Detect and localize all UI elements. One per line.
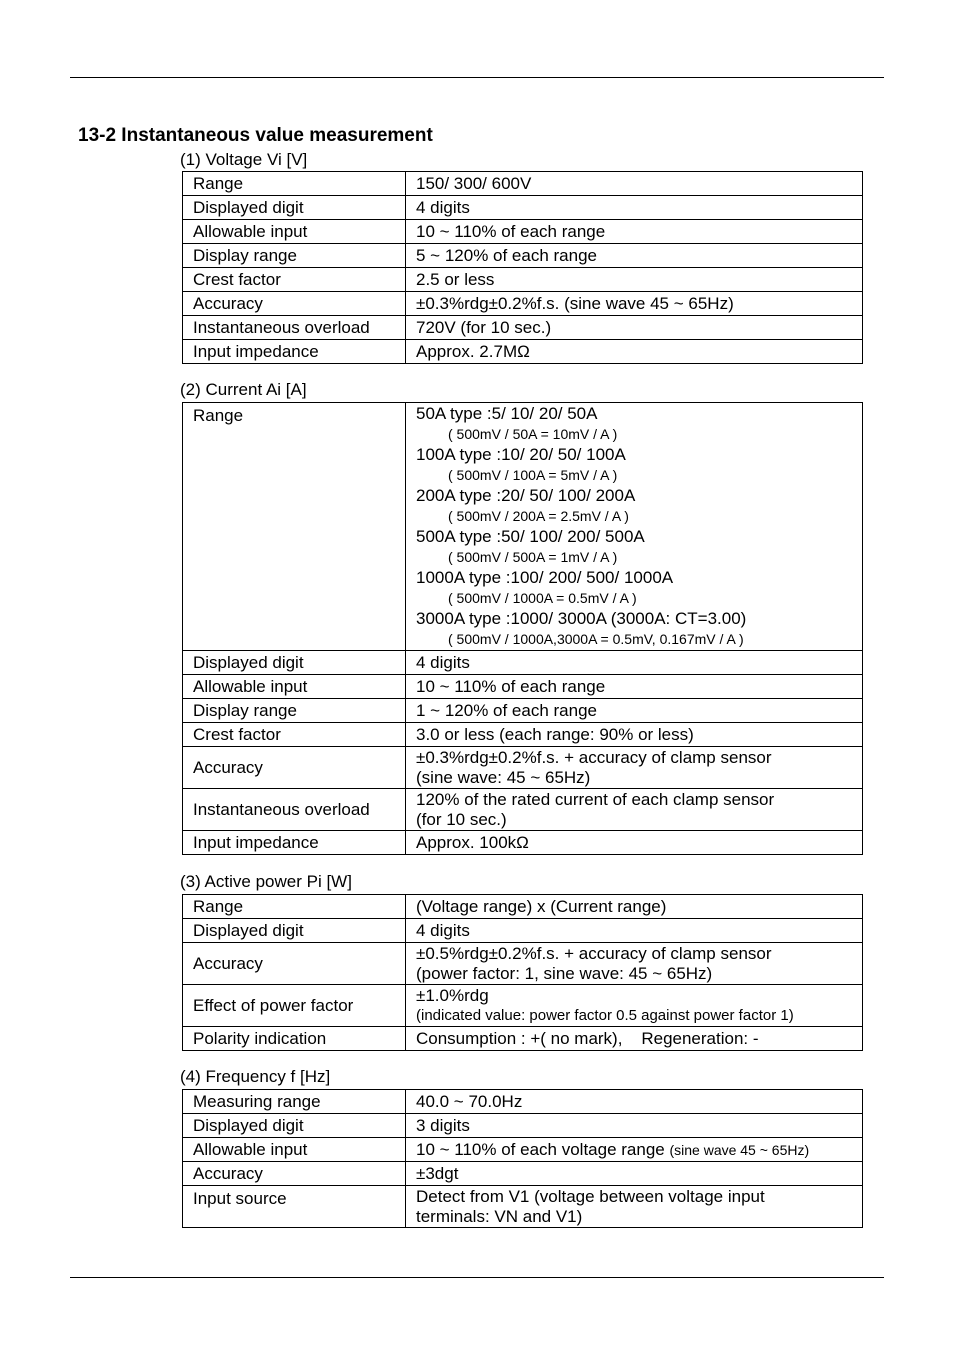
range-note: ( 500mV / 50A = 10mV / A ) (448, 426, 618, 442)
row-value-line: 120% of the rated current of each clamp sensor (416, 789, 775, 809)
table-row (183, 723, 863, 747)
row-label: Displayed digit (183, 1114, 406, 1138)
row-value-line: Detect from V1 (voltage between voltage input (416, 1186, 765, 1206)
row-value: 3.0 or less (each range: 90% or less) (406, 723, 863, 747)
row-label: Allowable input (183, 1138, 406, 1162)
row-label: Accuracy (183, 747, 406, 789)
table-row (183, 1090, 863, 1114)
table-row (183, 1162, 863, 1186)
voltage-caption: (1) Voltage Vi [V] (180, 150, 308, 169)
range-note: ( 500mV / 1000A,3000A = 0.5mV, 0.167mV / A ) (448, 631, 744, 647)
row-value: 10 ~ 110% of each range (406, 675, 863, 699)
table-row (183, 403, 863, 651)
table-row (183, 919, 863, 943)
row-label: Input source (183, 1186, 406, 1228)
row-label: Display range (183, 699, 406, 723)
row-value (406, 747, 863, 789)
row-value-line: ±0.3%rdg±0.2%f.s. + accuracy of clamp sensor (416, 747, 772, 767)
row-label: Allowable input (183, 675, 406, 699)
row-value: 5 ~ 120% of each range (406, 244, 863, 268)
row-label: Displayed digit (183, 196, 406, 220)
section-heading: 13-2 Instantaneous value measurement (78, 125, 433, 146)
row-label: Display range (183, 244, 406, 268)
row-value (406, 943, 863, 985)
row-value: 40.0 ~ 70.0Hz (406, 1090, 863, 1114)
row-label: Instantaneous overload (183, 789, 406, 831)
row-value: 150/ 300/ 600V (406, 172, 863, 196)
row-value: 4 digits (406, 651, 863, 675)
table-row (183, 651, 863, 675)
table-row (183, 943, 863, 985)
header-rule (70, 77, 884, 78)
table-row (183, 1114, 863, 1138)
current-table (182, 402, 863, 855)
row-label: Input impedance (183, 831, 406, 855)
row-value: 10 ~ 110% of each range (406, 220, 863, 244)
row-value: Approx. 2.7MΩ (406, 340, 863, 364)
row-label: Allowable input (183, 220, 406, 244)
row-label: Instantaneous overload (183, 316, 406, 340)
table-row (183, 1027, 863, 1051)
range-type: 500A type :50/ 100/ 200/ 500A (416, 527, 645, 546)
row-value-line: terminals: VN and V1) (416, 1206, 583, 1226)
row-label: Input impedance (183, 340, 406, 364)
row-label: Displayed digit (183, 651, 406, 675)
current-caption: (2) Current Ai [A] (180, 380, 307, 399)
row-label: Crest factor (183, 268, 406, 292)
row-value (406, 1138, 863, 1162)
row-value: 4 digits (406, 196, 863, 220)
table-row (183, 196, 863, 220)
table-row (183, 985, 863, 1027)
row-value-line: ±1.0%rdg (416, 985, 489, 1005)
row-value: 720V (for 10 sec.) (406, 316, 863, 340)
row-value: ±0.3%rdg±0.2%f.s. (sine wave 45 ~ 65Hz) (406, 292, 863, 316)
table-row (183, 340, 863, 364)
row-label: Accuracy (183, 943, 406, 985)
table-row (183, 316, 863, 340)
table-row (183, 220, 863, 244)
table-row (183, 747, 863, 789)
row-value-text: 10 ~ 110% of each voltage range (416, 1139, 665, 1159)
row-value-line: ±0.5%rdg±0.2%f.s. + accuracy of clamp sensor (416, 943, 772, 963)
row-value (406, 985, 863, 1027)
row-value-line: (sine wave: 45 ~ 65Hz) (416, 767, 591, 787)
range-note: ( 500mV / 500A = 1mV / A ) (448, 549, 618, 565)
row-value: ±3dgt (406, 1162, 863, 1186)
row-label: Accuracy (183, 1162, 406, 1186)
row-value: 4 digits (406, 919, 863, 943)
row-value: Consumption : +( no mark), Regeneration: - (406, 1027, 863, 1051)
row-label: Effect of power factor (183, 985, 406, 1027)
row-value-line: (indicated value: power factor 0.5 against power factor 1) (416, 1006, 794, 1024)
frequency-table (182, 1089, 863, 1228)
table-row (183, 268, 863, 292)
row-value: 2.5 or less (406, 268, 863, 292)
row-value: 3 digits (406, 1114, 863, 1138)
row-label: Range (183, 172, 406, 196)
row-label: Displayed digit (183, 919, 406, 943)
range-type: 50A type :5/ 10/ 20/ 50A (416, 404, 598, 423)
row-label: Range (183, 403, 406, 651)
range-type: 100A type :10/ 20/ 50/ 100A (416, 445, 626, 464)
row-label: Measuring range (183, 1090, 406, 1114)
range-type: 3000A type :1000/ 3000A (3000A: CT=3.00) (416, 609, 747, 628)
row-label: Range (183, 895, 406, 919)
table-row (183, 789, 863, 831)
row-value (406, 789, 863, 831)
row-label: Accuracy (183, 292, 406, 316)
row-value: Approx. 100kΩ (406, 831, 863, 855)
row-value: (Voltage range) x (Current range) (406, 895, 863, 919)
table-row (183, 699, 863, 723)
row-label: Crest factor (183, 723, 406, 747)
row-value-line: (power factor: 1, sine wave: 45 ~ 65Hz) (416, 963, 713, 983)
range-note: ( 500mV / 100A = 5mV / A ) (448, 467, 618, 483)
row-value: 1 ~ 120% of each range (406, 699, 863, 723)
table-row (183, 895, 863, 919)
range-note: ( 500mV / 1000A = 0.5mV / A ) (448, 590, 637, 606)
table-row (183, 1138, 863, 1162)
range-type: 1000A type :100/ 200/ 500/ 1000A (416, 568, 674, 587)
table-row (183, 292, 863, 316)
frequency-caption: (4) Frequency f [Hz] (180, 1067, 331, 1086)
row-value-line: (for 10 sec.) (416, 809, 507, 829)
row-label: Polarity indication (183, 1027, 406, 1051)
range-note: ( 500mV / 200A = 2.5mV / A ) (448, 508, 629, 524)
table-row (183, 1186, 863, 1228)
voltage-table (182, 171, 863, 364)
row-value (406, 1186, 863, 1228)
table-row (183, 675, 863, 699)
current-range-cell (406, 403, 863, 651)
power-table (182, 894, 863, 1051)
range-type: 200A type :20/ 50/ 100/ 200A (416, 486, 636, 505)
power-caption: (3) Active power Pi [W] (180, 872, 352, 891)
footer-rule (70, 1277, 884, 1278)
table-row (183, 831, 863, 855)
table-row (183, 172, 863, 196)
table-row (183, 244, 863, 268)
row-value-note: (sine wave 45 ~ 65Hz) (669, 1141, 810, 1158)
